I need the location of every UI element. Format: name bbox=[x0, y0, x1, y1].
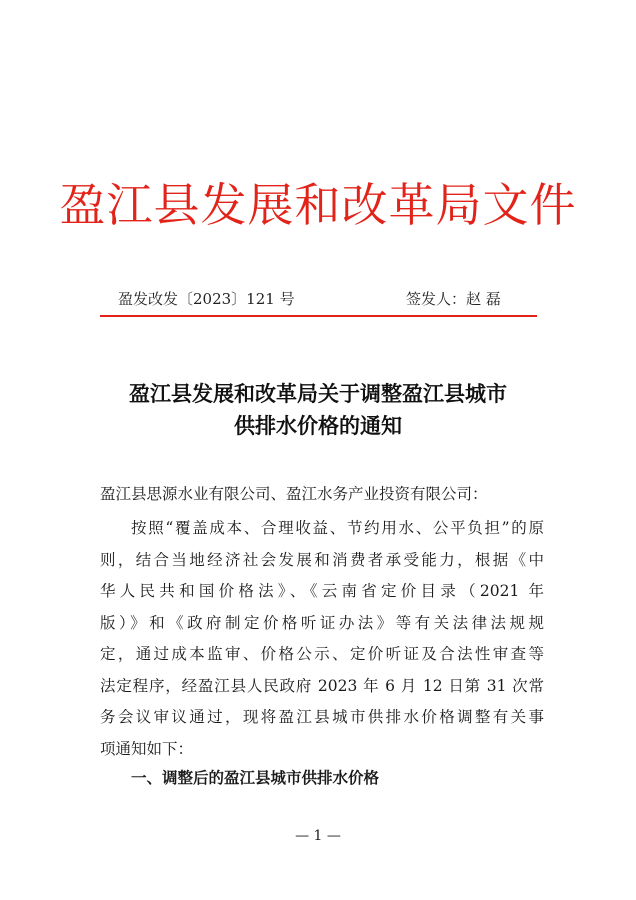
document-header-title: 盈江县发展和改革局文件 bbox=[59, 178, 577, 232]
signer-label: 签发人：赵 磊 bbox=[406, 290, 501, 308]
body-line: 项通知如下： bbox=[100, 739, 194, 758]
red-separator-line bbox=[100, 315, 537, 317]
body-line: 定，通过成本监审、价格公示、定价听证及合法性审查等 bbox=[100, 645, 544, 663]
body-line: 则，结合当地经济社会发展和消费者承受能力，根据《中 bbox=[100, 550, 544, 569]
body-line: 按照“覆盖成本、合理收益、节约用水、公平负担”的原 bbox=[131, 519, 544, 537]
body-line: 法定程序，经盈江县人民政府 2023 年 6 月 12 日第 31 次常 bbox=[100, 676, 544, 695]
document-number: 盈发改发〔2023〕121 号 bbox=[118, 290, 295, 308]
body-line: 华人民共和国价格法》、《云南省定价目录（2021 年 bbox=[100, 582, 544, 600]
notice-title-line-2: 供排水价格的通知 bbox=[234, 413, 402, 438]
body-paragraph bbox=[100, 513, 544, 765]
notice-title bbox=[0, 378, 636, 442]
addressee-line: 盈江县思源水业有限公司、盈江水务产业投资有限公司： bbox=[100, 485, 488, 503]
body-line: 务会议审议通过，现将盈江县城市供排水价格调整有关事 bbox=[100, 708, 544, 726]
document-meta bbox=[118, 286, 518, 312]
section-heading: 一、调整后的盈江县城市供排水价格 bbox=[131, 768, 380, 787]
notice-title-line-1: 盈江县发展和改革局关于调整盈江县城市 bbox=[129, 381, 507, 406]
page-number: — 1 — bbox=[295, 828, 341, 844]
body-line: 版）》和《政府制定价格听证办法》等有关法律法规规 bbox=[100, 613, 544, 632]
